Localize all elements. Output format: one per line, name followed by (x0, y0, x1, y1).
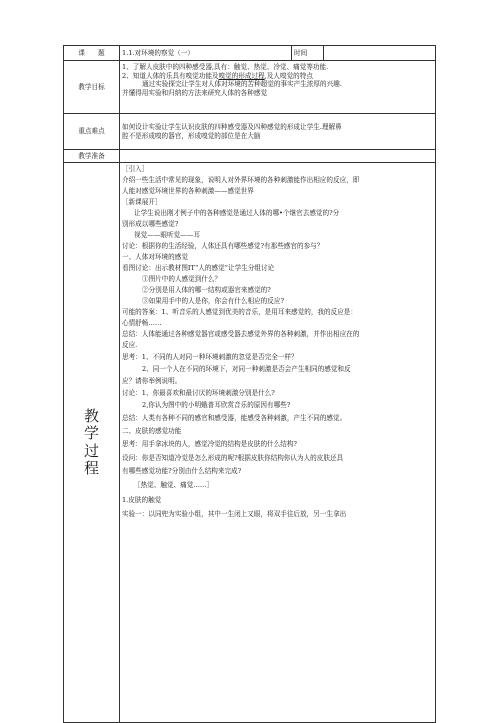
process-line: 人能对感觉环境世界的各种刺激——感觉世界 (122, 187, 254, 195)
process-line: 心情舒畅…… (122, 319, 162, 327)
keypoints-content (120, 114, 436, 150)
process-line: 二、皮肤的感觉功能 (122, 427, 182, 435)
topic-value: 1.1.对环境的察觉（一） (120, 46, 292, 61)
process-line: 1.皮肤的触觉 (122, 496, 162, 504)
keypoints-row (64, 114, 436, 150)
process-line: ③如果用手中的人是你，你会有什么相应的反应? (142, 297, 285, 305)
process-line: 2,你认为图中的小明蛾普耳欣赏音乐的原因有哪些? (142, 401, 291, 409)
process-line: 可能的答案：1、听音乐的人感觉到优美的音乐，是用耳来感觉的，我的反应是： (122, 308, 357, 316)
process-line: 思考：1、不同的人对同一种环境刺激的忽觉是否完全一样？ (122, 353, 298, 361)
goals-underlined-text: 嗅觉的形成过程 (218, 71, 265, 80)
process-label-char: 教 (83, 407, 99, 425)
process-row (64, 163, 436, 723)
goals-line-1: 1、了解人皮肤中的四种感受器,具有：触觉、热觉、冷觉、痛觉等功能. (122, 63, 329, 71)
process-line: 让学生说出刚才例子中的各种感觉是通过人体的哪•个继官去感觉的?分 (134, 209, 340, 217)
process-label-char: 学 (83, 424, 99, 443)
process-line: 设问：你是否知道冷觉是怎么形成的呢?根据皮肤你结构你认为人的皮肤还具 (122, 454, 344, 462)
goals-label: 教学目标 (64, 61, 120, 114)
process-line: 讨论：根据你的生活经验，人体还具有哪些感觉?有那些感官的参与？ (122, 242, 324, 250)
process-line: 总结：人类有各种不同的感官和感受器，能感受各种刺激，产生不同的感觉。 (122, 414, 347, 422)
time-value (324, 46, 436, 61)
process-line: ［热觉、触觉、痛觉……］ (134, 481, 214, 489)
prep-row (64, 150, 436, 163)
goals-content (120, 61, 436, 114)
process-label (64, 163, 120, 723)
goals-line-4: 并懂得用实验和归纳的方法来研究人体的各种感觉 (122, 89, 268, 98)
process-line: 总结：人体能通过各种感觉器官或感受器去感觉外界的各种刺激，并作出相应在的 (122, 330, 360, 338)
keypoints-label: 重点难点 (64, 114, 120, 150)
time-label: 时间 (292, 46, 324, 61)
topic-row (64, 46, 436, 61)
process-line: 实验一：以同兜为实验小组，其中一生闭上又眼，将双手往后放，另一生拿出 (122, 510, 347, 518)
prep-label: 教学准备 (64, 150, 120, 163)
process-line: ②分别是用人体的哪一结构或器官来感觉的? (142, 286, 271, 294)
keypoints-line-1: 如何设计实验让学生认识皮肤的四种感受器及四种感觉的形成让学生.理解鼻 (122, 122, 342, 131)
process-line: 有哪些感觉功能?分别由什么结构来完成? (122, 467, 242, 475)
process-line: 讨论：1、你最喜欢和最讨厌的环境刺激分别是什么? (122, 389, 275, 397)
process-line: 视觉——眼听觉——耳 (134, 231, 200, 239)
process-line: ①图片中的人感觉到什么？ (142, 275, 222, 283)
keypoints-line-2: 腔不是形成嗅的器官，形成嗅觉的部位是在大脑 (122, 131, 261, 140)
topic-label: 课 题 (64, 46, 120, 61)
process-line: 应？请你举例说明。 (122, 377, 182, 385)
goals-row (64, 61, 436, 114)
goals-line-2: 2、知道人体的乐具有嗅觉功能及嗅觉的形成过程,及人嗅觉的特点 (122, 71, 313, 80)
process-line: 一、人体对环境的感觉 (122, 253, 188, 261)
process-line: 2、同一个人在不同的环境下，对同一种刺激是否会产生相同的感觉和反 (142, 365, 351, 373)
prep-value (120, 150, 436, 163)
process-line: 思考：用手拿冰块的人，感觉冷觉的结构是皮肤的什么结构? (122, 440, 297, 448)
process-line: 别形成以哪些感觉? (122, 220, 179, 228)
process-label-char: 过 (83, 441, 99, 460)
process-content (120, 163, 436, 723)
goals-line-3: 通过实验探完让学生对人体对环境的苦种超觉的事实产生浓厚的兴趣. (142, 80, 342, 89)
process-label-char: 程 (83, 458, 99, 477)
process-line: 反应. (122, 341, 138, 349)
process-line: 看图讨论：出示教材图IT“人的感觉”让学生分组讨论 (122, 264, 275, 272)
process-line: ［新课展开］ (122, 198, 162, 206)
process-line: ［引入］ (122, 165, 149, 173)
lesson-plan-table (63, 45, 436, 723)
process-line: 介绍一些生活中常见的现象，说明人对外界环境的各种刺激能作出相应的反应，即 (122, 176, 360, 184)
